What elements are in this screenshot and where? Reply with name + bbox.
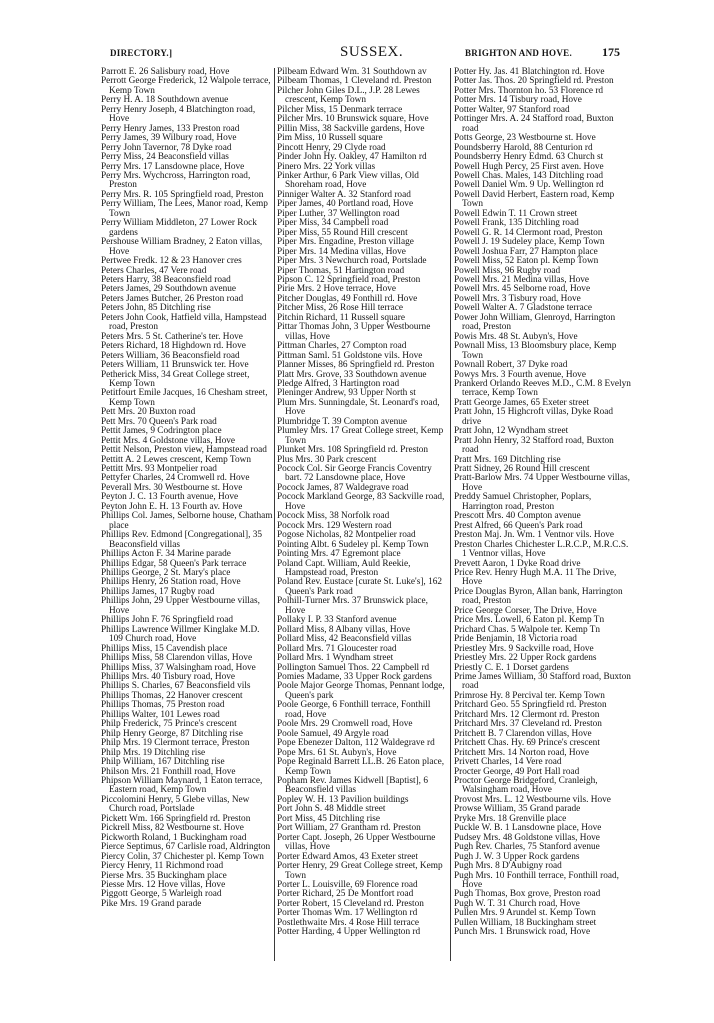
directory-entry: Phillips Thomas, 75 Preston road	[101, 700, 225, 711]
directory-entry: Phipson William Maynard, 1 Eaton terrace, Eastern road, Kemp Town	[101, 775, 263, 796]
directory-entry: Pertwee Fredk. 12 & 23 Hanover cres	[101, 256, 242, 267]
directory-entry: Priestley Mrs. 22 Upper Rock gardens	[454, 653, 597, 664]
directory-entry: Pim Miss, 10 Russell square	[277, 133, 383, 144]
directory-entry: Pritchett Mrs. 14 Norton road, Hove	[454, 747, 590, 758]
directory-entry: Phillips Rev. Edmond [Congregational], 35 Beaconsfield villas	[101, 530, 263, 550]
directory-entry: Pollard Mrs. 71 Gloucester road	[277, 643, 397, 654]
directory-entry: Perry Henry Joseph, 4 Blatchington road, Hove	[101, 104, 256, 125]
directory-entry: Pottinger Mrs. A. 24 Stafford road, Buxton road	[454, 114, 614, 134]
directory-entry: Pierse Mrs. 35 Buckingham place	[101, 870, 227, 881]
directory-entry: Plumley Mrs. 17 Great College street, Kemp Town	[277, 426, 444, 446]
directory-entry: Peters John, 85 Ditchling rise	[101, 303, 211, 314]
directory-entry: Pilbeam Edward Wm. 31 Southdown av	[277, 67, 427, 77]
directory-entry: Pinniger Walter A. 32 Stanford road	[277, 189, 411, 200]
directory-entry: Pitcher Miss, 26 Rose Hill terrace	[277, 303, 403, 314]
directory-entry: Potter Jas. Thos. 20 Springfield rd. Preston	[454, 76, 614, 87]
directory-entry: Pritchard Mrs. 37 Cleveland rd. Preston	[454, 719, 602, 730]
directory-entry: Priestley Mrs. 9 Sackville road, Hove	[454, 643, 594, 654]
directory-entry: Powell Edwin T. 11 Crown street	[454, 208, 578, 219]
directory-entry: Porter Henry, 29 Great College street, Kemp Town	[277, 861, 443, 881]
directory-entry: Piggott George, 5 Warleigh road	[101, 889, 222, 900]
directory-entry: Poundsberry Henry Edmd. 63 Church st	[454, 152, 604, 163]
directory-entry: Pollard Mrs. 1 Wyndham street	[277, 653, 394, 664]
directory-entry: Phillips Miss, 37 Walsingham road, Hove	[101, 662, 256, 673]
directory-entry: Powell Miss, 52 Eaton pl. Kemp Town	[454, 256, 599, 267]
directory-entry: Powell Frank, 135 Ditchling road	[454, 218, 579, 229]
directory-entry: Pugh Mrs. 10 Fonthill terrace, Fonthill road, Hove	[454, 870, 620, 890]
directory-entry: Pirie Mrs. 2 Hove terrace, Hove	[277, 284, 397, 295]
directory-entry: Pettitt Mrs. 93 Montpelier road	[101, 464, 217, 475]
directory-entry: Potter Harding, 4 Upper Wellington rd	[277, 927, 421, 938]
directory-entry: Parrott E. 26 Salisbury road, Hove	[101, 67, 230, 77]
directory-entry: Philp William, 167 Ditchling rise	[101, 757, 225, 768]
directory-entry: Pitchin Richard, 11 Russell square	[277, 312, 405, 323]
directory-entry: Peters Mrs. 5 St. Catherine's ter. Hove	[101, 331, 243, 342]
directory-entry: Porter Capt. Joseph, 26 Upper Westbourne villas, Hove	[277, 832, 436, 853]
directory-entry: Porter Richard, 25 De Montfort road	[277, 889, 414, 900]
directory-entry: Pointing Mrs. 47 Egremont place	[277, 549, 401, 560]
directory-entry: Perry H. A. 18 Southdown avenue	[101, 95, 229, 106]
directory-entry: Phillips Edgar, 58 Queen's Park terrace	[101, 558, 247, 569]
directory-entry: Peyton John E. H. 13 Fourth av. Hove	[101, 501, 243, 512]
directory-entry: Pillin Miss, 38 Sackville gardens, Hove	[277, 123, 425, 134]
directory-entry: Powell G. R. 14 Clermont road, Preston	[454, 227, 603, 238]
directory-entry: Pudsey Mrs. 48 Goldstone villas, Hove	[454, 832, 600, 843]
directory-entry: Pitcher Douglas, 49 Fonthill rd. Hove	[277, 293, 418, 304]
directory-entry: Preston Charles Chichester L.R.C.P., M.R.C.S. 1 Ventnor villas, Hove	[454, 539, 629, 560]
directory-entry: Pocock Mrs. 129 Western road	[277, 520, 392, 531]
directory-entry: Polhill-Turner Mrs. 37 Brunswick place, Hove	[277, 596, 428, 616]
directory-entry: Pratt Sidney, 26 Round Hill crescent	[454, 464, 590, 475]
directory-entry: Peters William, 11 Brunswick ter. Hove	[101, 360, 249, 371]
directory-entry: Pinker Arthur, 6 Park View villas, Old Shoreham road, Hove	[277, 170, 419, 191]
directory-entry: Powell Joshua Farr, 27 Hampton place	[454, 246, 598, 257]
directory-entry: Powell David Herbert, Eastern road, Kemp Town	[454, 189, 615, 210]
directory-entry: Port John S. 48 Middle street	[277, 804, 386, 815]
directory-entry: Porter Thomas Wm. 17 Wellington rd	[277, 908, 418, 919]
directory-entry: Puckle W. B. 1 Lansdowne place, Hove	[454, 823, 602, 834]
directory-entry: Potts George, 23 Westbourne st. Hove	[454, 133, 596, 144]
directory-entry: Pocock Col. Sir George Francis Coventry bart. 72 Lansdowne place, Hove	[277, 464, 432, 484]
directory-entry: Pett Mrs. 20 Buxton road	[101, 407, 196, 418]
directory-entry: Potter Walter, 97 Stanford road	[454, 104, 570, 115]
directory-entry: Pinero Mrs. 22 York villas	[277, 161, 376, 172]
directory-entry: Planner Misses, 86 Springfield rd. Preston	[277, 360, 435, 371]
directory-entry: Perry William, The Lees, Manor road, Kemp Town	[101, 199, 268, 219]
directory-entry: Pickworth Roland, 1 Buckingham road	[101, 832, 247, 843]
directory-entry: Price Mrs. Lowell, 6 Eaton pl. Kemp Tn	[454, 615, 605, 626]
directory-entry: Piercy Colin, 37 Chichester pl. Kemp Town	[101, 851, 264, 862]
directory-entry: Powell Mrs. 45 Selborne road, Hove	[454, 284, 591, 295]
directory-entry: Pugh Thomas, Box grove, Preston road	[454, 889, 601, 900]
directory-entry: Phillips Col. James, Selborne house, Chatham place	[101, 511, 273, 531]
directory-entry: Perry Henry James, 133 Preston road	[101, 123, 240, 134]
directory-entry: Pugh Rev. Charles, 75 Stanford avenue	[454, 842, 600, 853]
directory-entry: Pownall Robert, 37 Dyke road	[454, 360, 568, 371]
directory-entry: Pocock Markland George, 83 Sackville road, Hove	[277, 492, 445, 512]
directory-entry: Pritchett B. 7 Clarendon villas, Hove	[454, 728, 592, 739]
directory-entry: Phillips James, 17 Rugby road	[101, 586, 215, 597]
directory-entry: Pierce Septimus, 67 Carlisle road, Aldrington	[101, 842, 271, 853]
directory-entry: Pratt Mrs. 169 Ditchling rise	[454, 454, 561, 465]
directory-entry: Pledge Alfred, 3 Hartington road	[277, 378, 400, 389]
directory-entry: Pratt John, 15 Highcroft villas, Dyke Road drive	[454, 407, 614, 427]
column-middle	[277, 68, 449, 938]
directory-entry: Perry Mrs. 17 Lansdowne place, Hove	[101, 161, 245, 172]
directory-entry: Porter L. Louisville, 69 Florence road	[277, 879, 418, 890]
directory-entry: Power John William, Glenroyd, Harrington road, Preston	[454, 312, 616, 333]
directory-entry: Pocock Miss, 38 Norfolk road	[277, 511, 390, 522]
directory-entry: Pettyfer Charles, 24 Cromwell rd. Hove	[101, 473, 250, 484]
directory-entry: Pickett Wm. 166 Springfield rd. Preston	[101, 813, 251, 824]
running-head-left: DIRECTORY.]	[110, 48, 173, 58]
directory-entry: Prowse William, 35 Grand parade	[454, 804, 581, 815]
directory-entry: Piper Miss, 34 Campbell road	[277, 218, 389, 229]
directory-entry: Pogose Nicholas, 82 Montpelier road	[277, 530, 416, 541]
directory-entry: Philp Frederick, 75 Prince's crescent	[101, 719, 237, 730]
directory-entry: Perry Miss, 24 Beaconsfield villas	[101, 152, 229, 163]
running-head-county: SUSSEX.	[340, 44, 404, 60]
directory-entry: Peters James Butcher, 26 Preston road	[101, 293, 244, 304]
directory-entry: Pickrell Miss, 82 Westbourne st. Hove	[101, 823, 244, 834]
directory-entry: Popley W. H. 13 Pavilion buildings	[277, 794, 409, 805]
directory-entry: Poundsberry Harold, 88 Centurion rd	[454, 142, 593, 153]
directory-entry: Piccolomini Henry, 5 Glebe villas, New Church road, Portslade	[101, 794, 250, 815]
directory-entry: Pittman Charles, 27 Compton road	[277, 341, 407, 352]
directory-entry: Plum Mrs. Sunningdale, St. Leonard's road, Hove	[277, 397, 440, 418]
directory-entry: Petherick Miss, 34 Great College street, Kemp Town	[101, 369, 250, 389]
directory-entry: Pinder John Hy. Oakley, 47 Hamilton rd	[277, 152, 427, 163]
directory-entry: Powell Mrs. 3 Tisbury road, Hove	[454, 293, 581, 304]
directory-entry: Pike Mrs. 19 Grand parade	[101, 898, 202, 909]
directory-entry: Pettit James, 9 Codrington place	[101, 426, 222, 437]
directory-entry: Peters John Cook, Hatfield villa, Hampstead road, Preston	[101, 312, 267, 333]
directory-entry: Perry William Middleton, 27 Lower Rock gardens	[101, 218, 257, 238]
directory-entry: Phillips John, 29 Upper Westbourne villas, Hove	[101, 596, 260, 616]
column-divider	[274, 68, 275, 961]
directory-entry: Platt Mrs. Grove, 33 Southdown avenue	[277, 369, 427, 380]
directory-entry: Privett Charles, 14 Vere road	[454, 757, 562, 768]
directory-entry: Phillips Lawrence Willmer Kinglake M.D. 109 Church road, Hove	[101, 624, 260, 645]
directory-entry: Peters James, 29 Southdown avenue	[101, 284, 237, 295]
directory-entry: Pritchard Geo. 55 Springfield rd. Preston	[454, 700, 607, 711]
directory-entry: Perry John Tavernor, 78 Dyke road	[101, 142, 232, 153]
directory-entry: Pincott Henry, 29 Clyde road	[277, 142, 386, 153]
directory-entry: Plunket Mrs. 108 Springfield rd. Preston	[277, 445, 429, 456]
directory-entry: Peters Richard, 18 Highdown rd. Hove	[101, 341, 246, 352]
directory-entry: Popham Rev. James Kidwell [Baptist], 6 Beaconsfield villas	[277, 775, 428, 796]
directory-entry: Poland Rev. Eustace [curate St. Luke's], 162 Queen's Park road	[277, 577, 443, 597]
column-left	[101, 68, 273, 909]
directory-entry: Price Rev. Henry Hugh M.A. 11 The Drive, Hove	[454, 568, 617, 588]
directory-entry: Pettit Mrs. 4 Goldstone villas, Hove	[101, 435, 236, 446]
directory-entry: Primrose Hy. 8 Percival ter. Kemp Town	[454, 690, 605, 701]
directory-entry: Phillips Miss, 58 Clarendon villas, Hove	[101, 653, 253, 664]
directory-entry: Provost Mrs. L. 12 Westbourne vils. Hove	[454, 794, 611, 805]
directory-entry: Pittar Thomas John, 3 Upper Westbourne villas, Hove	[277, 322, 431, 342]
directory-entry: Pilcher Miss, 15 Denmark terrace	[277, 104, 403, 115]
directory-entry: Poland Capt. William, Auld Reekie, Hampstead road, Preston	[277, 558, 411, 579]
directory-entry: Phillips Mrs. 40 Tisbury road, Hove	[101, 672, 236, 682]
directory-entry: Pettitt A. 2 Lewes crescent, Kemp Town	[101, 454, 251, 465]
directory-entry: Pointing Albt. 6 Sudeley pl. Kemp Town	[277, 539, 429, 550]
directory-entry: Pride Benjamin, 18 Victoria road	[454, 634, 577, 645]
directory-entry: Pilbeam Thomas, 1 Cleveland rd. Preston	[277, 76, 432, 87]
directory-entry: Proctor George Bridgeford, Cranleigh, Walsingham road, Hove	[454, 775, 598, 796]
directory-entry: Poole George, 6 Fonthill terrace, Fonthill road, Hove	[277, 700, 431, 720]
directory-entry: Powell J. 19 Sudeley place, Kemp Town	[454, 237, 605, 248]
directory-entry: Punch Mrs. 1 Brunswick road, Hove	[454, 927, 591, 938]
directory-entry: Preddy Samuel Christopher, Poplars, Harrington road, Preston	[454, 492, 592, 512]
directory-entry: Piper Luther, 37 Wellington road	[277, 208, 400, 219]
directory-entry: Peverall Mrs. 30 Westbourne st. Hove	[101, 482, 243, 493]
directory-entry: Prescott Mrs. 40 Compton avenue	[454, 511, 581, 522]
directory-entry: Piesse Mrs. 12 Hove villas, Hove	[101, 879, 226, 890]
directory-entry: Port William, 27 Grantham rd. Preston	[277, 823, 421, 834]
directory-entry: Pollington Samuel Thos. 22 Campbell rd	[277, 662, 430, 673]
directory-entry: Price Douglas Byron, Allan bank, Harrington road, Preston	[454, 586, 623, 607]
directory-entry: Piper Mrs. 14 Medina villas, Hove	[277, 246, 406, 257]
directory-entry: Pett Mrs. 70 Queen's Park road	[101, 416, 217, 427]
directory-entry: Plumbridge T. 39 Compton avenue	[277, 416, 408, 427]
page-header	[0, 44, 714, 64]
directory-entry: Priestly C. E. 1 Dorset gardens	[454, 662, 569, 673]
directory-entry: Postlethwaite Mrs. 4 Rose Hill terrace	[277, 917, 420, 928]
directory-entry: Perrott George Frederick, 12 Walpole terrace, Kemp Town	[101, 76, 271, 96]
directory-entry: Pettit Nelson, Preston view, Hampstead road	[101, 445, 267, 456]
directory-entry: Prest Alfred, 66 Queen's Park road	[454, 520, 583, 531]
directory-entry: Phillips Thomas, 22 Hanover crescent	[101, 690, 243, 701]
directory-entry: Poole Mrs. 29 Cromwell road, Hove	[277, 719, 413, 730]
directory-entry: Prime James William, 30 Stafford road, Buxton road	[454, 672, 631, 692]
directory-entry: Powys Mrs. 3 Fourth avenue, Hove	[454, 369, 586, 380]
directory-entry: Plus Mrs. 30 Park crescent	[277, 454, 377, 465]
directory-entry: Pershouse William Bradney, 2 Eaton villas, Hove	[101, 237, 263, 257]
directory-entry: Phillips George, 2 St. Mary's place	[101, 568, 231, 579]
directory-entry: Perry Mrs. Wychcross, Harrington road, Preston	[101, 170, 251, 191]
directory-entry: Pratt George James, 65 Exeter street	[454, 397, 590, 408]
directory-entry: Phillips Miss, 15 Cavendish place	[101, 643, 228, 654]
directory-entry: Price George Corser, The Drive, Hove	[454, 605, 597, 616]
directory-entry: Powell Mrs. 21 Medina villas, Hove	[454, 274, 590, 285]
directory-entry: Pilcher John Giles D.L., J.P. 28 Lewes crescent, Kemp Town	[277, 85, 420, 106]
column-right	[454, 68, 632, 938]
directory-entry: Pugh Mrs. 8 D'Aubigny road	[454, 861, 562, 872]
directory-entry: Pratt-Barlow Mrs. 74 Upper Westbourne villas, Hove	[454, 473, 630, 493]
directory-entry: Perry James, 39 Wilbury road, Hove	[101, 133, 237, 144]
directory-entry: Pugh W. T. 31 Church road, Hove	[454, 898, 580, 909]
directory-entry: Piper Mrs. Engadine, Preston village	[277, 237, 414, 248]
directory-entry: Poole Samuel, 49 Argyle road	[277, 728, 389, 739]
directory-entry: Peters Harry, 38 Beaconsfield road	[101, 274, 231, 285]
directory-entry: Pullen William, 18 Buckingham street	[454, 917, 597, 928]
column-divider	[450, 68, 451, 961]
directory-entry: Prichard Chas. 5 Walpole ter. Kemp Tn	[454, 624, 601, 635]
directory-entry: Pullen Mrs. 9 Arundel st. Kemp Town	[454, 908, 596, 919]
directory-entry: Pope Reginald Barrett LL.B. 26 Eaton place, Kemp Town	[277, 757, 445, 777]
directory-entry: Peters Charles, 47 Vere road	[101, 265, 207, 276]
directory-entry: Porter Robert, 15 Cleveland rd. Preston	[277, 898, 424, 909]
directory-entry: Pownall Miss, 13 Bloomsbury place, Kemp Town	[454, 341, 617, 361]
directory-entry: Phillips Walter, 101 Lewes road	[101, 709, 220, 720]
directory-entry: Procter George, 49 Port Hall road	[454, 766, 580, 777]
directory-entry: Preston Maj. Jn. Wm. 1 Ventnor vils. Hove	[454, 530, 615, 541]
directory-entry: Piercy Henry, 11 Richmond road	[101, 861, 224, 872]
directory-entry: Philp Mrs. 19 Ditchling rise	[101, 747, 206, 758]
directory-entry: Peyton J. C. 13 Fourth avenue, Hove	[101, 492, 239, 503]
directory-entry: Potter Hy. Jas. 41 Blatchington rd. Hove	[454, 67, 605, 77]
directory-entry: Piper James, 40 Portland road, Hove	[277, 199, 414, 210]
directory-entry: Pomies Madame, 33 Upper Rock gardens	[277, 672, 432, 682]
directory-entry: Prevett Aaron, 1 Dyke Road drive	[454, 558, 581, 569]
directory-entry: Pope Ebenezer Dalton, 112 Waldegrave rd	[277, 738, 435, 749]
directory-entry: Powell Miss, 96 Rugby road	[454, 265, 561, 276]
directory-entry: Powell Chas. Males, 143 Ditchling road	[454, 170, 603, 181]
directory-entry: Pope Mrs. 61 St. Aubyn's, Hove	[277, 747, 397, 758]
directory-entry: Powell Hugh Percy, 25 First aven. Hove	[454, 161, 604, 172]
directory-entry: Philson Mrs. 21 Fonthill road, Hove	[101, 766, 236, 777]
directory-entry: Port Miss, 45 Ditchling rise	[277, 813, 381, 824]
directory-entry: Phillips S. Charles, 67 Beaconsfield vils	[101, 681, 251, 692]
directory-entry: Philp Mrs. 19 Clermont terrace, Preston	[101, 738, 250, 749]
directory-entry: Potter Mrs. 14 Tisbury road, Hove	[454, 95, 582, 106]
directory-entry: Pollard Miss, 8 Albany villas, Hove	[277, 624, 410, 635]
directory-entry: Pratt John, 12 Wyndham street	[454, 426, 569, 437]
directory-entry: Poole Major George Thomas, Pennant lodge, Queen's park	[277, 681, 445, 701]
directory-entry: Petitfourt Emile Jacques, 16 Chesham street, Kemp Town	[101, 388, 268, 408]
directory-entry: Potter Mrs. Thornton ho. 53 Florence rd	[454, 85, 604, 96]
directory-entry: Pryke Mrs. 18 Grenville place	[454, 813, 567, 824]
directory-entry: Prankerd Orlando Reeves M.D., C.M. 8 Evelyn terrace, Kemp Town	[454, 378, 631, 399]
directory-entry: Pugh J. W. 3 Upper Rock gardens	[454, 851, 580, 862]
directory-entry: Piper Thomas, 51 Hartington road	[277, 265, 405, 276]
directory-entry: Piper Miss, 55 Round Hill crescent	[277, 227, 408, 238]
running-head-right: BRIGHTON AND HOVE.	[465, 48, 573, 58]
directory-entry: Phillips John F. 76 Springfield road	[101, 615, 233, 626]
directory-entry: Perry Mrs. R. 105 Springfield road, Preston	[101, 189, 264, 200]
directory-entry: Powell Daniel Wm. 9 Up. Wellington rd	[454, 180, 604, 191]
directory-entry: Pilcher Mrs. 10 Brunswick square, Hove	[277, 114, 429, 125]
directory-entry: Pollard Miss, 42 Beaconsfield villas	[277, 634, 412, 645]
directory-entry: Philp Henry George, 87 Ditchling rise	[101, 728, 243, 739]
directory-entry: Peters William, 36 Beaconsfield road	[101, 350, 240, 361]
directory-entry: Powis Mrs. 48 St. Aubyn's, Hove	[454, 331, 578, 342]
directory-entry: Pritchard Mrs. 12 Clermont rd. Preston	[454, 709, 600, 720]
directory-entry: Pipson C. 12 Springfield road, Preston	[277, 274, 421, 285]
directory-entry: Pocock James, 87 Waldegrave road	[277, 482, 409, 493]
directory-entry: Porter Edward Amos, 43 Exeter street	[277, 851, 418, 862]
directory-entry: Pratt John Henry, 32 Stafford road, Buxton road	[454, 435, 614, 456]
page-number: 175	[602, 45, 620, 59]
directory-entry: Pittman Saml. 51 Goldstone vils. Hove	[277, 350, 423, 361]
directory-entry: Pollaky I. P. 33 Stanford avenue	[277, 615, 397, 626]
directory-entry: Pleninger Andrew, 93 Upper North st	[277, 388, 416, 399]
directory-entry: Powell Walter A. 7 Gladstone terrace	[454, 303, 592, 314]
directory-entry: Piper Mrs. 3 Newchurch road, Portslade	[277, 256, 427, 267]
directory-entry: Phillips Acton F. 34 Marine parade	[101, 549, 231, 560]
directory-entry: Pritchett Chas. Hy. 69 Prince's crescent	[454, 738, 600, 749]
directory-entry: Phillips Henry, 26 Station road, Hove	[101, 577, 241, 588]
